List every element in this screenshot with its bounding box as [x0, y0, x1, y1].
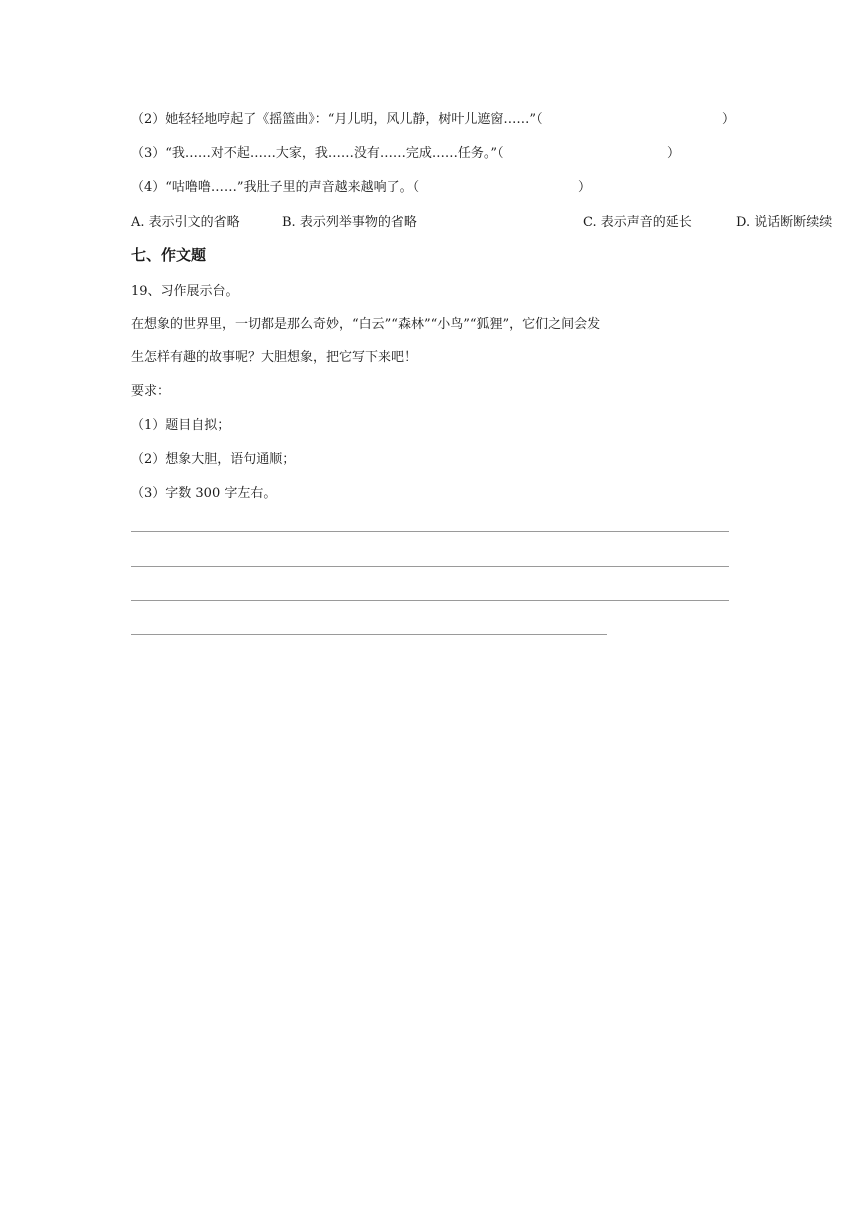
question-3-answer-close: ）	[667, 146, 681, 161]
question-4-text: （4）“咕噜噜……”我肚子里的声音越来越响了。（	[131, 180, 420, 195]
writing-line[interactable]	[131, 634, 607, 635]
question-2	[131, 112, 543, 128]
question-3-text: （3）“我……对不起……大家，我……没有……完成……任务。”（	[131, 146, 504, 161]
section-title: 七、作文题	[131, 246, 207, 264]
composition-prompt-line-1: 在想象的世界里，一切都是那么奇妙，“白云”“森林”“小鸟”“狐狸”，它们之间会发	[131, 317, 601, 332]
requirement-item: （3）字数 300 字左右。	[131, 486, 277, 501]
requirement-item: （2）想象大胆，语句通顺；	[131, 452, 296, 467]
option-a: A. 表示引文的省略	[131, 215, 240, 230]
composition-prompt-line-2: 生怎样有趣的故事呢？大胆想象，把它写下来吧！	[131, 350, 418, 365]
requirement-item: （1）题目自拟；	[131, 418, 231, 433]
question-2-text: （2）她轻轻地哼起了《摇篮曲》：“月儿明，风儿静，树叶儿遮窗……”（	[131, 112, 543, 127]
writing-line[interactable]	[131, 566, 729, 567]
question-3	[131, 146, 504, 162]
question-2-answer-close: ）	[722, 112, 736, 127]
option-c: C. 表示声音的延长	[583, 215, 692, 230]
writing-line[interactable]	[131, 531, 729, 532]
question-4	[131, 180, 419, 196]
writing-line[interactable]	[131, 600, 729, 601]
option-b: B. 表示列举事物的省略	[282, 215, 417, 230]
composition-title: 19、习作展示台。	[131, 284, 239, 299]
question-4-answer-close: ）	[578, 180, 592, 195]
option-d: D. 说话断断续续	[736, 215, 833, 230]
requirements-label: 要求：	[131, 384, 171, 399]
